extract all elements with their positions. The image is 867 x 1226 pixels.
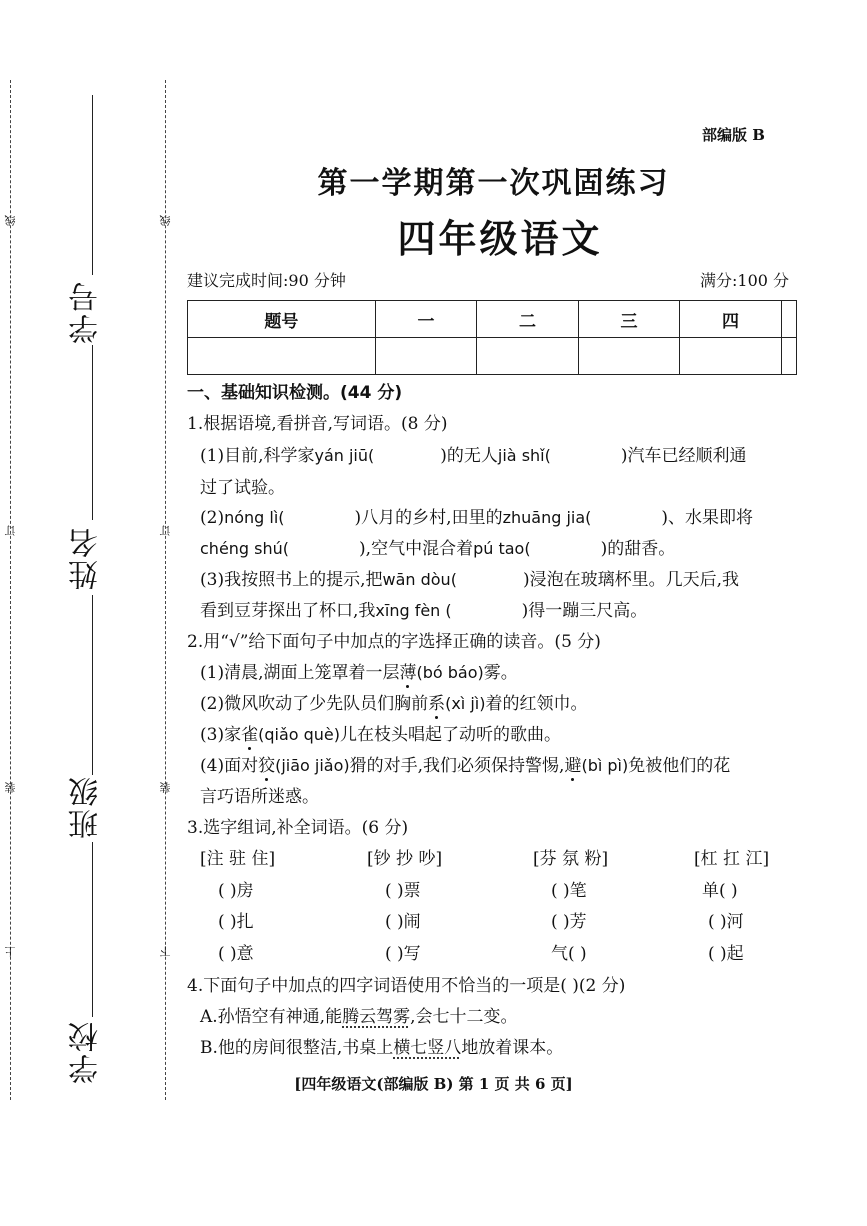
q1-item2-line1 xyxy=(200,508,753,528)
q1-3-pinyin-a: wān dòu( xyxy=(382,570,457,589)
q3-row1-col2[interactable]: ( )票 xyxy=(385,881,421,901)
q2-4-text: (4)面对 xyxy=(200,756,259,776)
q4-a-text: ,会七十二变。 xyxy=(410,1007,518,1027)
q1-2-pinyin-b: zhuāng jia( xyxy=(502,508,592,527)
score-cell[interactable] xyxy=(188,338,376,375)
q2-4-reading-options[interactable]: (jiāo jiǎo) xyxy=(275,756,350,775)
edition-label: 部编版 B xyxy=(702,126,765,144)
q2-4-text: 免被他们的花 xyxy=(628,756,731,776)
exam-title: 第一学期第一次巩固练习 xyxy=(317,166,670,201)
label-class: 班级 xyxy=(69,775,104,839)
q4-title: 4.下面句子中加点的四字词语使用不恰当的一项是( )(2 分) xyxy=(187,976,626,996)
score-header-label: 题号 xyxy=(188,301,376,338)
q3-row1-col4[interactable]: 单( ) xyxy=(702,881,738,901)
q1-2-text: (2) xyxy=(200,508,225,528)
label-name: 姓名 xyxy=(69,526,104,590)
q3-row1-col3[interactable]: ( )笔 xyxy=(551,881,587,901)
score-cell[interactable] xyxy=(477,338,579,375)
q2-1-dotted-char: 薄 xyxy=(399,663,417,683)
q3-row3-col1[interactable]: ( )意 xyxy=(218,944,254,964)
q2-4-reading-options-2[interactable]: (bì pì) xyxy=(581,756,629,775)
q3-row3-col4[interactable]: ( )起 xyxy=(708,944,744,964)
score-header-1: 一 xyxy=(375,301,477,338)
q2-3-dotted-char: 雀 xyxy=(241,725,259,745)
q1-3-text: )得一蹦三尺高。 xyxy=(521,601,648,621)
class-write-line xyxy=(92,595,93,775)
score-header-3: 三 xyxy=(578,301,680,338)
q2-item2 xyxy=(200,694,587,714)
q1-2-text: ),空气中混合着 xyxy=(359,539,474,559)
school-write-line xyxy=(92,842,93,1017)
q1-2-text: )八月的乡村,田里的 xyxy=(354,508,503,528)
q2-4-text: 猾的对手,我们必须保持警惕, xyxy=(349,756,565,776)
subject-title: 四年级语文 xyxy=(397,217,603,261)
binding-mark-down: 下 xyxy=(159,946,172,957)
q4-b-dotted-idiom: 横七竖八 xyxy=(393,1038,462,1058)
score-header-4: 四 xyxy=(680,301,782,338)
suggested-time: 建议完成时间:90 分钟 xyxy=(187,271,346,290)
q2-title: 2.用“√”给下面句子中加点的字选择正确的读音。(5 分) xyxy=(187,632,601,652)
label-school: 学校 xyxy=(69,1020,104,1084)
q4-option-b[interactable] xyxy=(200,1038,563,1058)
q3-title: 3.选字组词,补全词语。(6 分) xyxy=(187,818,409,838)
q2-item4-line2: 言巧语所迷惑。 xyxy=(200,787,319,807)
q1-2-pinyin-d: pú tao( xyxy=(473,539,531,558)
q3-row2-col1[interactable]: ( )扎 xyxy=(218,912,254,932)
q3-row2-col2[interactable]: ( )闹 xyxy=(385,912,421,932)
label-student-id: 学号 xyxy=(69,280,104,344)
q2-1-reading-options[interactable]: (bó báo) xyxy=(416,663,484,682)
q1-1-pinyin-b: jià shǐ( xyxy=(497,446,551,465)
q3-row2-col3[interactable]: ( )芳 xyxy=(551,912,587,932)
q4-b-text: 地放着课本。 xyxy=(461,1038,564,1058)
binding-mark-line-right: 线 xyxy=(159,215,172,226)
q1-2-pinyin-a: nóng lì( xyxy=(224,508,285,527)
score-cell[interactable] xyxy=(781,338,796,375)
q2-item3 xyxy=(200,725,561,745)
name-write-line xyxy=(92,345,93,520)
q1-title: 1.根据语境,看拼音,写词语。(8 分) xyxy=(187,414,448,434)
section-1-title: 一、基础知识检测。(44 分) xyxy=(187,383,403,403)
q1-1-text: (1)目前,科学家 xyxy=(200,446,315,466)
q1-1-pinyin-a: yán jiū( xyxy=(314,446,375,465)
score-header-5 xyxy=(781,301,796,338)
score-header-2: 二 xyxy=(477,301,579,338)
q3-group-4: [杠 扛 江] xyxy=(694,849,770,869)
q2-2-text: 着的红领巾。 xyxy=(485,694,588,714)
q2-2-dotted-char: 系 xyxy=(428,694,446,714)
q3-row1-col1[interactable]: ( )房 xyxy=(218,881,254,901)
binding-mark-line-left: 线 xyxy=(4,215,17,226)
q1-3-text: 看到豆芽探出了杯口,我 xyxy=(200,601,376,621)
q2-item4-line1 xyxy=(200,756,730,776)
q1-item3-line1 xyxy=(200,570,739,590)
q2-3-text: (3)家 xyxy=(200,725,242,745)
binding-mark-bind-right: 装 xyxy=(159,782,172,793)
score-table xyxy=(187,300,797,375)
binding-mark-order-right: 订 xyxy=(159,525,172,536)
q3-group-1: [注 驻 住] xyxy=(200,849,276,869)
q2-3-reading-options[interactable]: (qiǎo què) xyxy=(258,725,340,744)
score-table-value-row xyxy=(188,338,797,375)
q1-2-text: )的甜香。 xyxy=(600,539,676,559)
q2-item1 xyxy=(200,663,518,683)
q1-3-pinyin-b: xīng fèn ( xyxy=(375,601,452,620)
q2-2-text: (2)微风吹动了少先队员们胸前 xyxy=(200,694,429,714)
q2-1-text: (1)清晨,湖面上笼罩着一层 xyxy=(200,663,400,683)
q3-row3-col2[interactable]: ( )写 xyxy=(385,944,421,964)
q1-item1-line2: 过了试验。 xyxy=(200,478,285,498)
q4-a-dotted-idiom: 腾云驾雾 xyxy=(342,1007,411,1027)
q1-2-pinyin-c: chéng shú( xyxy=(200,539,290,558)
full-score: 满分:100 分 xyxy=(700,271,790,290)
q2-3-text: 儿在枝头唱起了动听的歌曲。 xyxy=(340,725,561,745)
q2-4-dotted-char: 狡 xyxy=(258,756,276,776)
q1-item1-line1 xyxy=(200,446,747,466)
q3-group-3: [芬 氛 粉] xyxy=(533,849,609,869)
q4-b-text: B.他的房间很整洁,书桌上 xyxy=(200,1038,394,1058)
q4-option-a[interactable] xyxy=(200,1007,518,1027)
binding-mark-order-left: 订 xyxy=(4,525,17,536)
q1-item2-line2 xyxy=(200,539,675,559)
q3-row3-col3[interactable]: 气( ) xyxy=(551,944,587,964)
q3-group-2: [钞 抄 吵] xyxy=(367,849,443,869)
q2-4-dotted-char-2: 避 xyxy=(564,756,582,776)
q2-1-text: 雾。 xyxy=(483,663,518,683)
score-table-header-row xyxy=(188,301,797,338)
page-footer: [四年级语文(部编版 B) 第 1 页 共 6 页] xyxy=(294,1075,573,1093)
q1-1-text: )的无人 xyxy=(440,446,498,466)
q1-3-text: )浸泡在玻璃杯里。几天后,我 xyxy=(522,570,739,590)
score-cell[interactable] xyxy=(578,338,680,375)
score-cell[interactable] xyxy=(375,338,477,375)
binding-mark-up: 上 xyxy=(4,946,17,957)
q1-1-text: )汽车已经顺利通 xyxy=(620,446,747,466)
q1-2-text: )、水果即将 xyxy=(661,508,754,528)
q4-a-text: A.孙悟空有神通,能 xyxy=(200,1007,343,1027)
score-cell[interactable] xyxy=(680,338,782,375)
binding-mark-bind-left: 装 xyxy=(4,782,17,793)
q2-2-reading-options[interactable]: (xì jì) xyxy=(445,694,486,713)
q1-3-text: (3)我按照书上的提示,把 xyxy=(200,570,383,590)
q3-row2-col4[interactable]: ( )河 xyxy=(708,912,744,932)
q1-item3-line2 xyxy=(200,601,647,621)
